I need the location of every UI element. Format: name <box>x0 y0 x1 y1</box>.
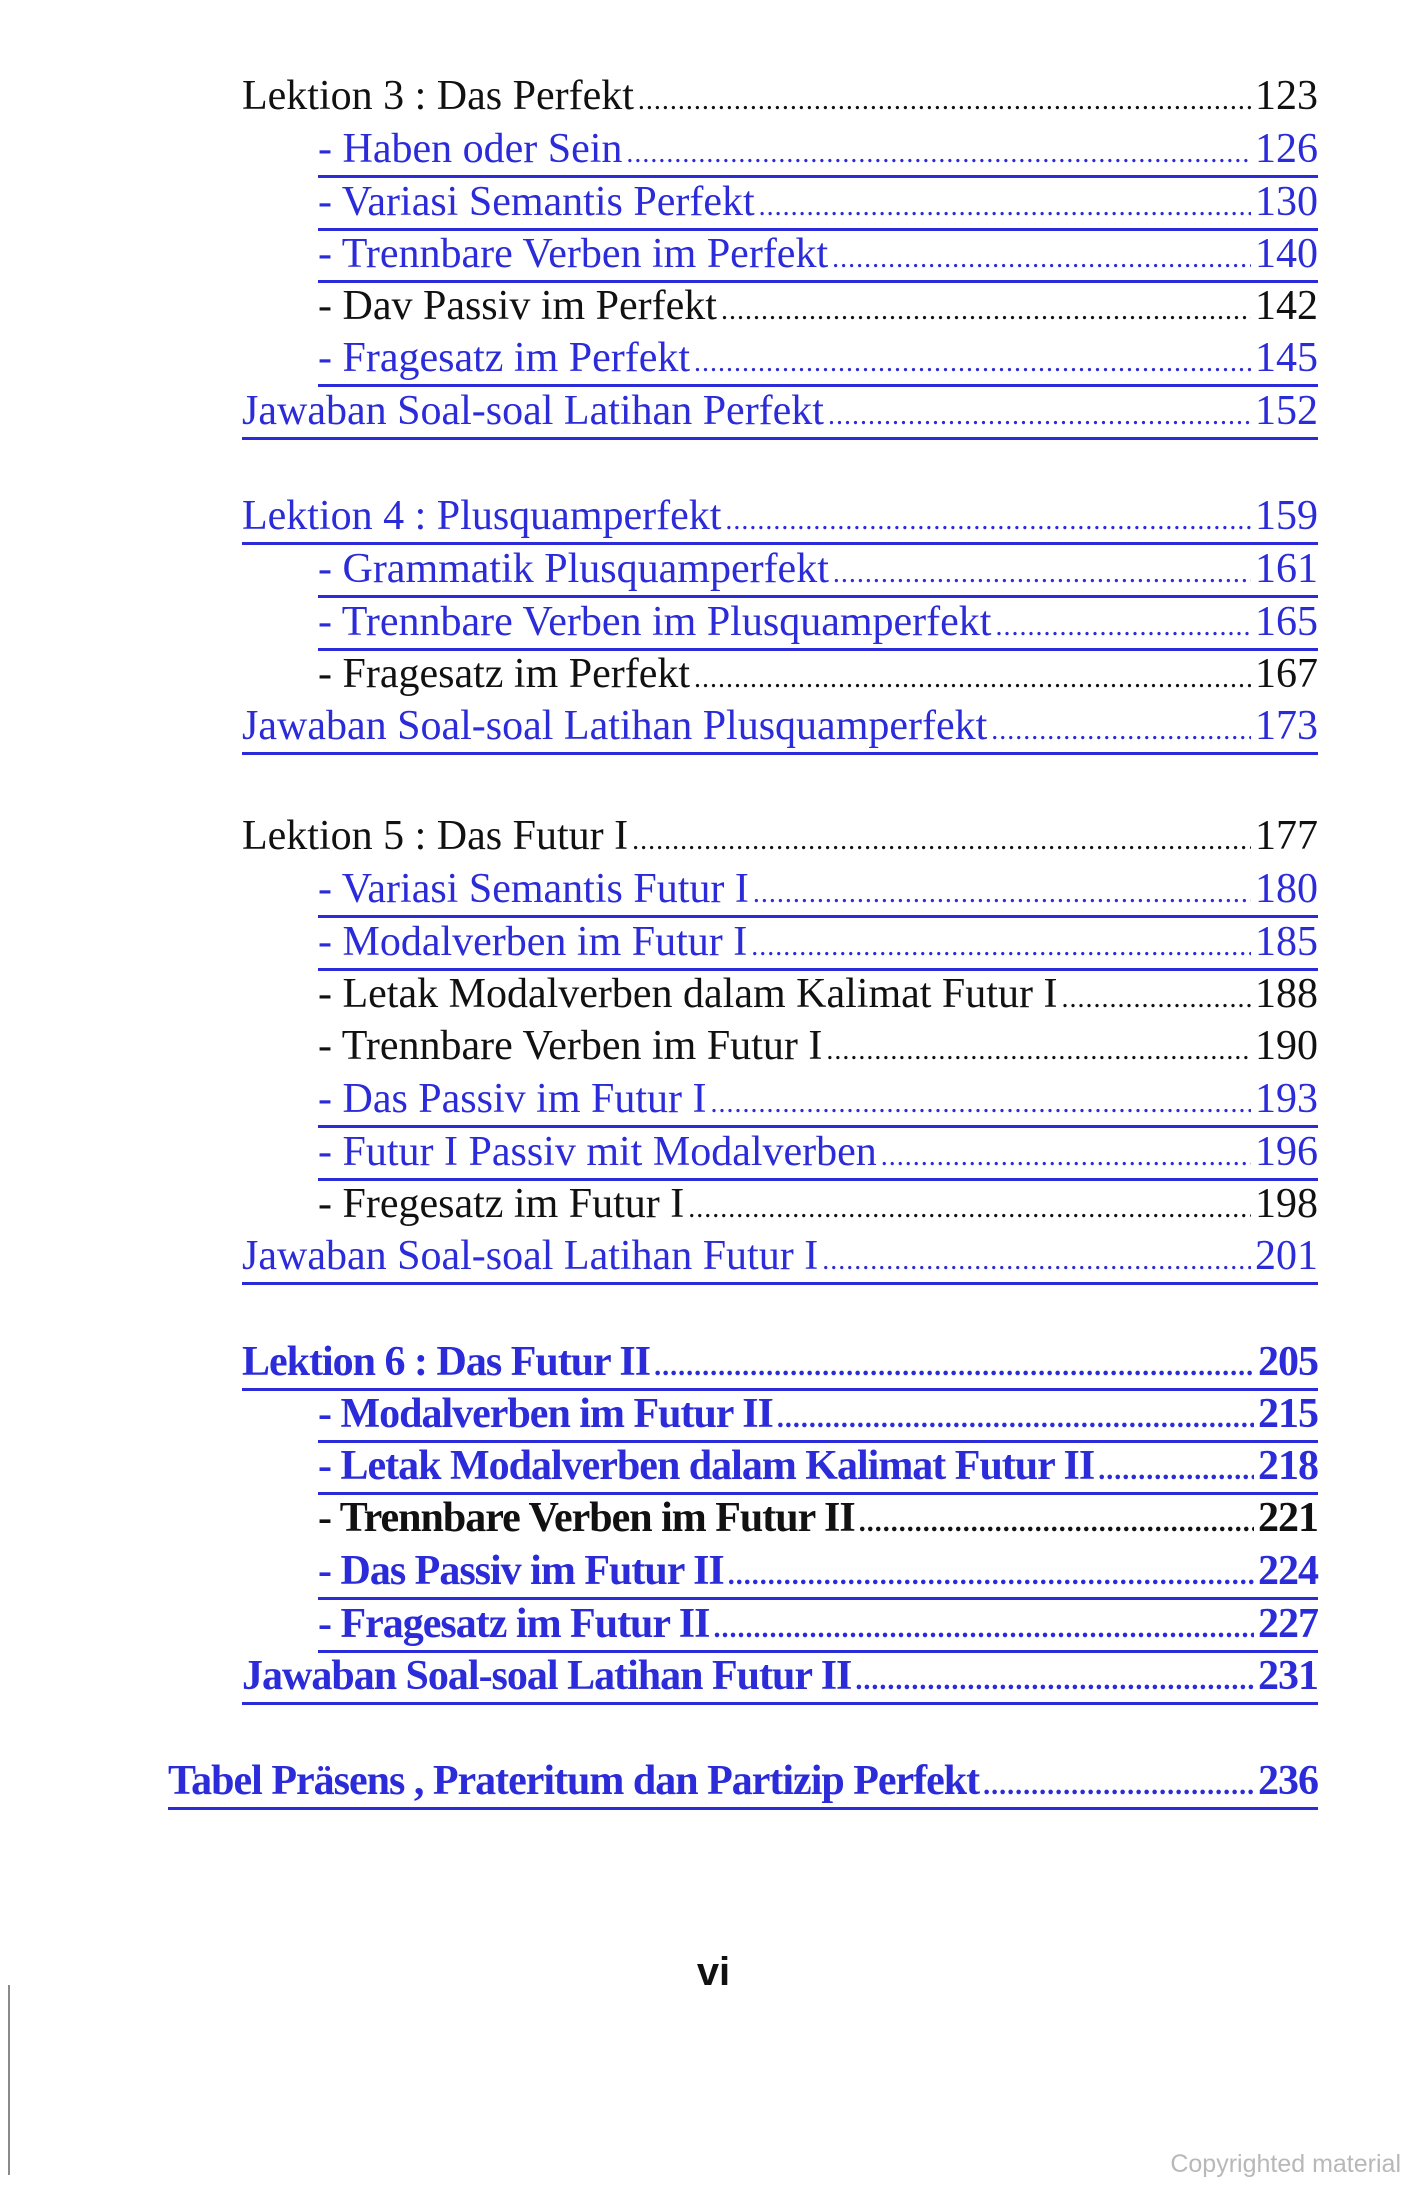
leader-dots <box>721 285 1251 337</box>
toc-page-number: 201 <box>1255 1233 1318 1279</box>
toc-page-number: 236 <box>1258 1758 1318 1804</box>
toc-entry-label: - Fregesatz im Futur I <box>318 1181 685 1227</box>
toc-entry-grammatik-plusquamperfekt[interactable] <box>318 543 1318 598</box>
leader-dots <box>826 1025 1251 1077</box>
toc-entry-jawaban-perfekt[interactable] <box>242 385 1318 440</box>
leader-dots <box>728 1550 1254 1602</box>
toc-entry-label: - Letak Modalverben dalam Kalimat Futur II <box>318 1443 1095 1489</box>
toc-page-number: 130 <box>1255 179 1318 225</box>
toc-entry-label: Lektion 4 : Plusquamperfekt <box>242 493 722 539</box>
toc-entry-tabel[interactable] <box>168 1755 1318 1810</box>
toc-entry-letak-modalverben-futur-2[interactable] <box>318 1440 1318 1495</box>
toc-page-number: 152 <box>1255 388 1318 434</box>
toc-page-number: 218 <box>1258 1443 1318 1489</box>
toc-entry-lektion-5[interactable] <box>242 810 1318 862</box>
leader-dots <box>995 601 1251 653</box>
toc-page-number: 224 <box>1258 1548 1318 1594</box>
toc-page-number: 221 <box>1258 1495 1318 1541</box>
toc-entry-jawaban-plusquamperfekt[interactable] <box>242 700 1318 755</box>
leader-dots <box>822 1235 1251 1287</box>
toc-page-number: 205 <box>1258 1339 1318 1385</box>
toc-entry-variasi-semantis-perfekt[interactable] <box>318 176 1318 231</box>
leader-dots <box>991 705 1251 757</box>
toc-entry-label: - Dav Passiv im Perfekt <box>318 283 717 329</box>
toc-entry-jawaban-futur-1[interactable] <box>242 1230 1318 1285</box>
leader-dots <box>632 815 1251 867</box>
leader-dots <box>694 653 1251 705</box>
toc-entry-label: Jawaban Soal-soal Latihan Futur I <box>242 1233 819 1279</box>
toc-page-number: 193 <box>1255 1076 1318 1122</box>
toc-page-number: 145 <box>1255 335 1318 381</box>
toc-entry-trennbare-perfekt[interactable] <box>318 228 1318 283</box>
page-folio: vi <box>696 1950 731 1994</box>
toc-entry-label: Jawaban Soal-soal Latihan Perfekt <box>242 388 824 434</box>
toc-entry-lektion-6[interactable] <box>242 1336 1318 1391</box>
leader-dots <box>828 390 1251 442</box>
toc-entry-jawaban-futur-2[interactable] <box>242 1650 1318 1705</box>
toc-entry-label: - Trennbare Verben im Plusquamperfekt <box>318 599 992 645</box>
toc-page-number: 165 <box>1255 599 1318 645</box>
toc-entry-label: - Variasi Semantis Futur I <box>318 866 749 912</box>
toc-page-number: 161 <box>1255 546 1318 592</box>
toc-entry-label: - Trennbare Verben im Futur I <box>318 1023 823 1069</box>
toc-entry-label: - Fragesatz im Perfekt <box>318 335 691 381</box>
toc-entry-label: - Grammatik Plusquamperfekt <box>318 546 829 592</box>
toc-entry-label: - Modalverben im Futur II <box>318 1391 773 1437</box>
toc-entry-label: - Das Passiv im Futur I <box>318 1076 707 1122</box>
scan-margin-line <box>8 1985 10 2175</box>
toc-page-number: 185 <box>1255 919 1318 965</box>
toc-entry-label: - Letak Modalverben dalam Kalimat Futur I <box>318 971 1058 1017</box>
leader-dots <box>832 233 1251 285</box>
toc-entry-label: Tabel Präsens , Prateritum dan Partizip Perfekt <box>168 1758 980 1804</box>
toc-page-number: 196 <box>1255 1129 1318 1175</box>
leader-dots <box>725 495 1251 547</box>
toc-page-number: 180 <box>1255 866 1318 912</box>
leader-dots <box>711 1078 1252 1130</box>
toc-entry-passiv-modalverben-futur-1[interactable] <box>318 1126 1318 1181</box>
leader-dots <box>759 181 1251 233</box>
toc-page-number: 126 <box>1255 126 1318 172</box>
toc-entry-label: - Das Passiv im Futur II <box>318 1548 724 1594</box>
toc-page-number: 177 <box>1255 813 1318 859</box>
toc-entry-fregesatz-futur-1[interactable] <box>318 1178 1318 1230</box>
toc-page-number: 227 <box>1258 1601 1318 1647</box>
toc-page-number: 140 <box>1255 231 1318 277</box>
toc-entry-label: Lektion 5 : Das Futur I <box>242 813 629 859</box>
leader-dots <box>626 128 1251 180</box>
toc-entry-fragesatz-perfekt[interactable] <box>318 332 1318 387</box>
leader-dots <box>881 1131 1251 1183</box>
toc-entry-trennbare-futur-2[interactable] <box>318 1492 1318 1544</box>
toc-page-number: 215 <box>1258 1391 1318 1437</box>
toc-entry-label: Lektion 3 : Das Perfekt <box>242 73 634 119</box>
leader-dots <box>751 921 1251 973</box>
leader-dots <box>694 337 1251 389</box>
toc-entry-fragesatz-futur-2[interactable] <box>318 1598 1318 1653</box>
toc-entry-label: - Modalverben im Futur I <box>318 919 748 965</box>
leader-dots <box>1098 1445 1254 1497</box>
toc-entry-haben-oder-sein[interactable] <box>318 123 1318 178</box>
leader-dots <box>753 868 1251 920</box>
toc-page-number: 123 <box>1255 73 1318 119</box>
toc-entry-label: - Trennbare Verben im Perfekt <box>318 231 829 277</box>
toc-entry-label: Jawaban Soal-soal Latihan Futur II <box>242 1653 852 1699</box>
toc-entry-letak-modalverben-futur-1[interactable] <box>318 968 1318 1020</box>
leader-dots <box>983 1760 1254 1812</box>
leader-dots <box>855 1655 1254 1707</box>
toc-page-number: 198 <box>1255 1181 1318 1227</box>
toc-entry-fragesatz-plusquamperfekt[interactable] <box>318 648 1318 700</box>
toc-entry-label: Jawaban Soal-soal Latihan Plusquamperfekt <box>242 703 988 749</box>
copyright-watermark: Copyrighted material <box>1170 2150 1401 2178</box>
toc-entry-modalverben-futur-1[interactable] <box>318 916 1318 971</box>
toc-entry-label: - Variasi Semantis Perfekt <box>318 179 755 225</box>
toc-entry-lektion-3[interactable] <box>242 70 1318 122</box>
toc-entry-trennbare-futur-1[interactable] <box>318 1020 1318 1072</box>
toc-entry-trennbare-plusquamperfekt[interactable] <box>318 596 1318 651</box>
toc-entry-label: - Haben oder Sein <box>318 126 623 172</box>
leader-dots <box>859 1497 1254 1549</box>
leader-dots <box>833 548 1251 600</box>
toc-entry-label: Lektion 6 : Das Futur II <box>242 1339 651 1385</box>
toc-page-number: 142 <box>1255 283 1318 329</box>
toc-entry-label: - Futur I Passiv mit Modalverben <box>318 1129 877 1175</box>
leader-dots <box>654 1341 1254 1393</box>
toc-entry-passiv-futur-1[interactable] <box>318 1073 1318 1128</box>
leader-dots <box>638 75 1251 127</box>
toc-entry-label: - Fragesatz im Perfekt <box>318 651 691 697</box>
leader-dots <box>1061 973 1251 1025</box>
toc-entry-modalverben-futur-2[interactable] <box>318 1388 1318 1443</box>
toc-entry-label: - Trennbare Verben im Futur II <box>318 1495 855 1541</box>
toc-page-number: 231 <box>1258 1653 1318 1699</box>
leader-dots <box>688 1183 1251 1235</box>
toc-page-number: 190 <box>1255 1023 1318 1069</box>
toc-entry-passiv-futur-2[interactable] <box>318 1545 1318 1600</box>
toc-entry-variasi-semantis-futur-1[interactable] <box>318 863 1318 918</box>
toc-page-number: 167 <box>1255 651 1318 697</box>
leader-dots <box>713 1603 1254 1655</box>
toc-page-number: 173 <box>1255 703 1318 749</box>
toc-entry-passiv-perfekt[interactable] <box>318 280 1318 332</box>
toc-entry-lektion-4[interactable] <box>242 490 1318 545</box>
toc-page-number: 188 <box>1255 971 1318 1017</box>
toc-page-number: 159 <box>1255 493 1318 539</box>
leader-dots <box>777 1393 1254 1445</box>
toc-entry-label: - Fragesatz im Futur II <box>318 1601 710 1647</box>
